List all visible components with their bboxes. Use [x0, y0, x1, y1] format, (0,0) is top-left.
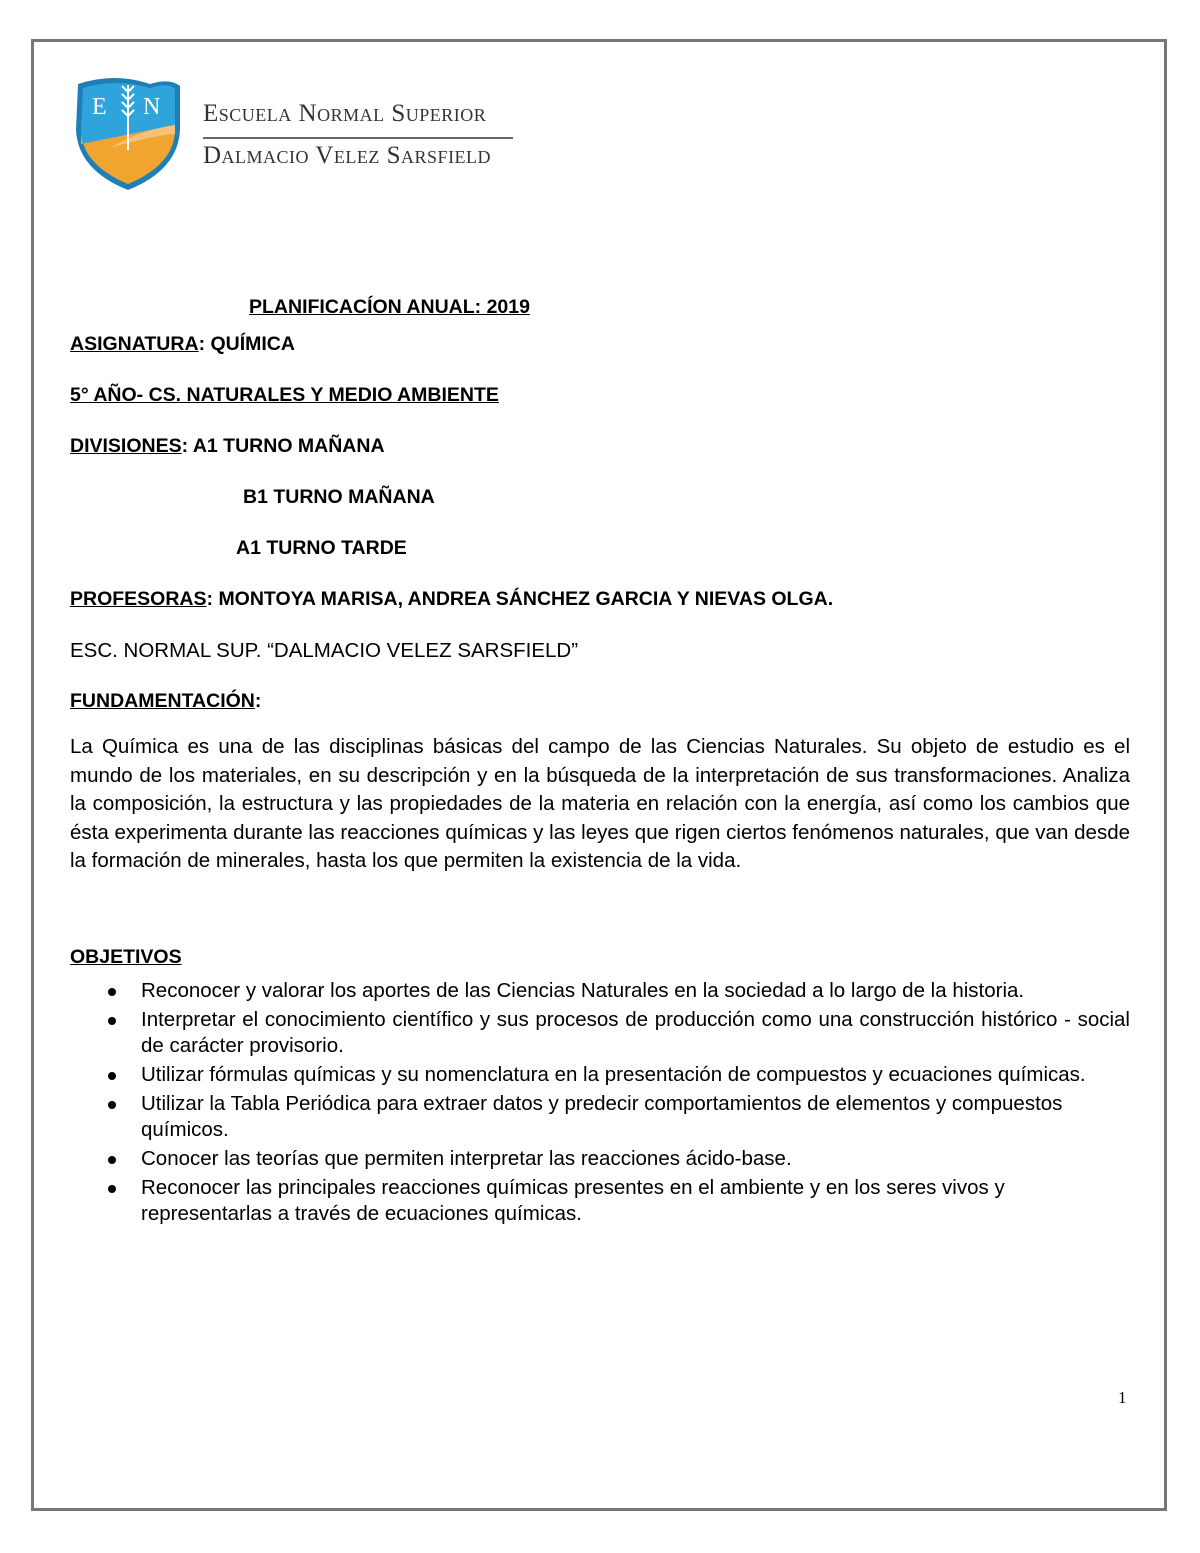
- fundamentacion-heading: [70, 690, 261, 713]
- document-title: PLANIFICACÍON ANUAL: 2019: [249, 296, 530, 318]
- objetivos-list: [70, 978, 1130, 1230]
- list-item: [70, 978, 1130, 1004]
- division-item: B1 TURNO MAÑANA: [243, 486, 435, 508]
- asignatura-label: ASIGNATURA: [70, 333, 199, 355]
- school-subtitle: Dalmacio Velez Sarsfield: [203, 142, 492, 169]
- asignatura-value: : QUÍMICA: [198, 333, 295, 355]
- objetivo-text: Reconocer y valorar los aportes de las Ciencias Naturales en la sociedad a lo largo de la historia.: [141, 979, 1025, 1002]
- objetivo-text: Utilizar la Tabla Periódica para extraer datos y predecir comportamientos de elementos y compuestos químicos.: [141, 1092, 1063, 1141]
- objetivos-heading: OBJETIVOS: [70, 946, 182, 968]
- list-item: [70, 1062, 1130, 1088]
- profesoras-value: : MONTOYA MARISA, ANDREA SÁNCHEZ GARCIA Y NIEVAS OLGA.: [206, 588, 834, 610]
- escuela-line: ESC. NORMAL SUP. “DALMACIO VELEZ SARSFIELD”: [70, 639, 579, 662]
- list-item: [70, 1007, 1130, 1059]
- logo-letter-n: N: [143, 94, 161, 120]
- bullet-icon: [108, 1072, 116, 1080]
- school-name: Escuela Normal Superior: [203, 100, 487, 127]
- header-divider: [203, 137, 513, 139]
- bullet-icon: [108, 1156, 116, 1164]
- bullet-icon: [108, 1017, 116, 1025]
- divisiones-label: DIVISIONES: [70, 435, 182, 457]
- list-item: [70, 1146, 1130, 1172]
- logo-letter-e: E: [92, 94, 107, 120]
- objetivo-text: Conocer las teorías que permiten interpretar las reacciones ácido-base.: [141, 1147, 792, 1170]
- division-item: : A1 TURNO MAÑANA: [181, 435, 385, 457]
- fundamentacion-colon: :: [254, 690, 262, 712]
- fundamentacion-text: La Química es una de las disciplinas básicas del campo de las Ciencias Naturales. Su objeto de estudio es el mundo de los materiales, en su descripción y en la búsqueda de la interpretación de sus transformaciones. Analiza la composición, la estructura y las propiedades de la materia en relación con la energía, así como los cambios que ésta experimenta durante las reacciones químicas y las leyes que rigen ciertos fenómenos naturales, que van desde la formación de minerales, hasta los que permiten la existencia de la vida.: [70, 735, 1130, 872]
- page-number: 1: [1118, 1388, 1127, 1407]
- bullet-icon: [108, 1101, 116, 1109]
- divisiones-line: [70, 435, 385, 458]
- bullet-icon: [108, 988, 116, 996]
- curso-line: 5° AÑO- CS. NATURALES Y MEDIO AMBIENTE: [70, 384, 499, 406]
- objetivo-text: Utilizar fórmulas químicas y su nomenclatura en la presentación de compuestos y ecuaciones químicas.: [141, 1063, 1086, 1086]
- objetivo-text: Reconocer las principales reacciones químicas presentes en el ambiente y en los seres vivos y representarlas a través de ecuaciones químicas.: [141, 1176, 1005, 1225]
- objetivo-text: Interpretar el conocimiento científico y sus procesos de producción como una construcción histórico - social de carácter provisorio.: [141, 1008, 1130, 1057]
- profesoras-label: PROFESORAS: [70, 588, 207, 610]
- asignatura-line: [70, 333, 295, 356]
- list-item: [70, 1175, 1130, 1227]
- school-logo: [70, 70, 520, 195]
- bullet-icon: [108, 1185, 116, 1193]
- list-item: [70, 1091, 1130, 1143]
- division-item: A1 TURNO TARDE: [236, 537, 407, 559]
- profesoras-line: [70, 588, 833, 611]
- fundamentacion-label: FUNDAMENTACIÓN: [70, 690, 255, 712]
